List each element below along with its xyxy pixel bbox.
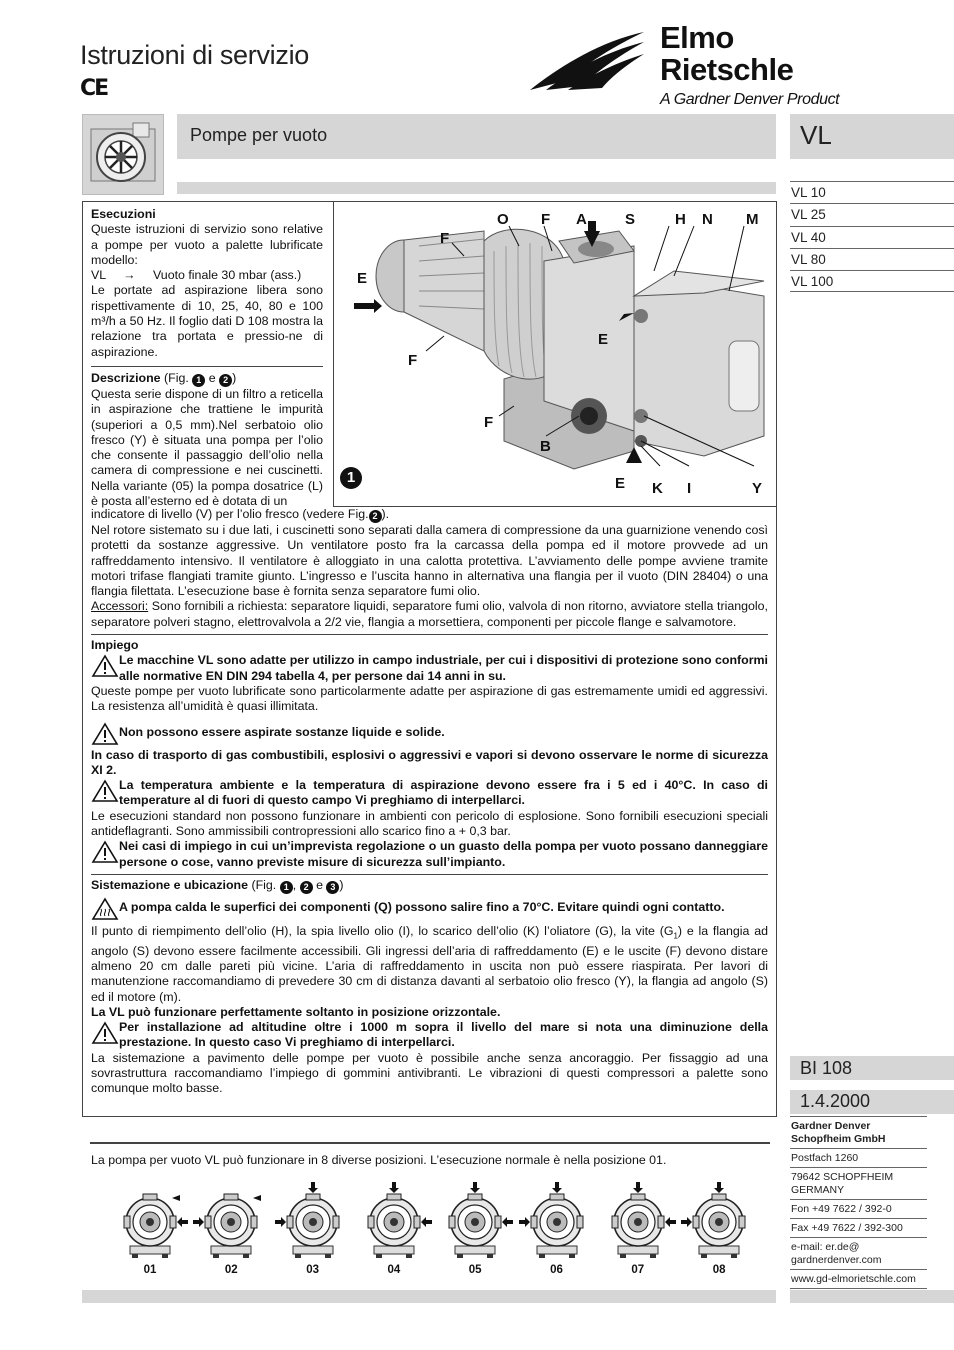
model-item: VL 80	[790, 248, 954, 270]
mounting-position-01	[110, 1180, 190, 1280]
full-width-text-column	[91, 507, 768, 1097]
positions-divider	[90, 1142, 770, 1144]
descrizione-continuation	[91, 507, 768, 523]
descrizione-continuation-text: indicatore di livello (V) per l’olio fresco (vedere Fig.	[91, 507, 369, 521]
flow-arrow-icon	[519, 1217, 530, 1227]
model-item: VL 100	[790, 270, 954, 292]
arrow-icon: →	[123, 268, 136, 283]
brand-tagline: A Gardner Denver Product	[660, 91, 840, 108]
mounting-position-02	[191, 1180, 271, 1280]
document-number: BI 108	[800, 1058, 853, 1078]
subscript: 1	[673, 931, 678, 941]
brand-name-line1: Elmo	[660, 20, 734, 55]
fig-ref: e	[208, 370, 216, 385]
flow-arrow-icon	[665, 1217, 676, 1227]
warning-icon	[91, 840, 119, 864]
sistemazione-heading-line	[91, 878, 768, 894]
descrizione-paragraph: Nel rotore sistemato su i due lati, i cuscinetti sono separati dalla camera di compressione da una guarnizione venendo così protetti da sostanze aggressive. Un ventilatore posto fra la carcassa della pompa ed il motore provvede ad un raffreddamento intensivo. Il ventilatore è alloggiato in una calotta protettiva. L’avviamento delle pompe avviene tramite motori trifase flangiati tramite giunto. L’ingresso e l’uscita hanno in alternativa una flangia per il vuoto (DIN 28404) o una flangia filettata. L’esecuzione base è fornita senza separatore fumi olio.	[91, 523, 768, 599]
model-line-text: Vuoto finale 30 mbar (ass.)	[153, 268, 302, 283]
sistemazione-text: ) e la flangia ad angolo (S) devono essere facilmente accessibili. Gli ingressi dell’aria di raffreddamento (E) e le uscite (F) devono distare almeno 20 cm dalle pareti più vicine. L’aria di raffreddamento in uscita non può essere riaspirata. Per lavori di manutenzione raccomandiamo di prevedere 30 cm di distanza davanti al serbatoio olio fresco (Y), la flangia ad angolo (S) ed il motore (m).	[91, 923, 768, 1004]
figure-ref-badge: 3	[326, 881, 339, 894]
warning-block	[91, 778, 768, 809]
model-item: VL 10	[790, 181, 954, 203]
model-list	[790, 181, 954, 292]
position-label: 06	[550, 1264, 563, 1276]
figure-label: H	[675, 211, 686, 228]
fig-ref: )	[339, 877, 344, 892]
figure-label: K	[652, 480, 663, 497]
figure-label: Y	[752, 480, 763, 497]
positions-intro: La pompa per vuoto VL può funzionare in 8 diverse posizioni. L’esecuzione normale è nella posizione 01.	[91, 1153, 667, 1167]
section-heading-impiego: Impiego	[91, 638, 139, 653]
figure-number-badge: 1	[340, 467, 362, 489]
fax: Fax +49 7622 / 392-300	[790, 1218, 927, 1237]
mounting-positions	[110, 1180, 760, 1280]
warning-text: A pompa calda le superfici dei componenti (Q) possono salire fino a 70°C. Evitare quindi ogni contatto.	[119, 899, 725, 914]
mounting-position-04	[354, 1180, 434, 1280]
brand-swoosh-logo	[528, 28, 646, 92]
descrizione-heading-line	[91, 371, 323, 387]
document-subtitle: Pompe per vuoto	[190, 125, 328, 145]
city: 79642 SCHOPFHEIM GERMANY	[790, 1167, 927, 1199]
warning-block	[91, 1020, 768, 1051]
accessori-label: Accessori:	[91, 599, 149, 614]
document-date: 1.4.2000	[800, 1091, 871, 1111]
fig-ref: ,	[292, 877, 297, 892]
phone: Fon +49 7622 / 392-0	[790, 1199, 927, 1218]
vacuum-pump-illustration	[334, 201, 777, 506]
company-address	[790, 1116, 927, 1289]
impiego-paragraph: Le esecuzioni standard non possono funzionare in ambienti con pericolo di esplosione. Sono fornibili esecuzioni speciali antideflagranti. Sono ammissibili contropressioni allo scarico fino a + 0,3 bar.	[91, 808, 768, 839]
warning-icon	[91, 722, 119, 746]
figure-label: A	[576, 211, 587, 228]
figure-label: O	[497, 211, 509, 228]
email: e-mail: er.de@ gardnerdenver.com	[790, 1237, 927, 1269]
figure-label: N	[702, 211, 713, 228]
section-heading-sistemazione: Sistemazione e ubicazione	[91, 877, 248, 892]
figure-label: F	[484, 414, 494, 431]
mounting-position-06	[517, 1180, 597, 1280]
pump-position-icon	[191, 1180, 271, 1262]
brand-name-line2: Rietschle	[660, 52, 794, 87]
footer-bar	[82, 1290, 776, 1303]
sistemazione-text: Il punto di riempimento dell’olio (H), la spia livello olio (I), lo scarico dell’olio (K) l’oliatore (G), la vite (G	[91, 923, 674, 938]
figure-label: E	[615, 475, 626, 492]
warning-icon	[91, 1021, 119, 1045]
ce-mark: CE	[80, 76, 108, 101]
pump-position-icon	[110, 1180, 190, 1262]
header-divider-bar	[177, 182, 776, 194]
warning-icon	[91, 654, 119, 678]
figure-label: M	[746, 211, 759, 228]
warning-block	[91, 721, 768, 746]
figure-label: F	[541, 211, 551, 228]
sistemazione-paragraph: La sistemazione a pavimento delle pompe per vuoto è possibile anche senza ancoraggio. Per fissaggio ad una sovrastruttura raccomandiamo l’impiego di gommini antivibranti. Le vibrazioni di questi compressori a palette sono comunque molto basse.	[91, 1050, 768, 1096]
pump-position-icon	[598, 1180, 678, 1262]
pump-position-icon	[517, 1180, 597, 1262]
accessori-text: Sono fornibili a richiesta: separatore liquidi, separatore fumi olio, valvola di non ritorno, avviatore stella triangolo, separatore polveri stagno, elettrovalvola a 2/2 vie, flangia a morsettiera, componenti per piccole flange e salvamotore.	[91, 599, 768, 629]
warning-text: Non possono essere aspirate sostanze liquide e solide.	[119, 724, 445, 739]
figure-label: F	[440, 230, 450, 247]
figure-label: F	[408, 352, 418, 369]
flow-arrow-icon	[552, 1182, 562, 1193]
footer-bar-right	[790, 1290, 954, 1303]
mounting-position-08	[679, 1180, 759, 1280]
model-item: VL 25	[790, 203, 954, 225]
mounting-position-03	[273, 1180, 353, 1280]
section-divider	[91, 366, 323, 367]
descrizione-continuation-end: ).	[381, 507, 390, 521]
hot-surface-icon	[91, 897, 119, 921]
figure-ref-badge: 1	[192, 374, 205, 387]
flow-arrow-icon	[177, 1217, 188, 1227]
figure-label: E	[598, 331, 609, 348]
position-label: 07	[631, 1264, 645, 1276]
pump-position-icon	[354, 1180, 434, 1262]
section-heading-descrizione: Descrizione	[91, 370, 161, 385]
flow-arrow-icon	[172, 1195, 180, 1201]
figure-label: B	[540, 438, 551, 455]
esecuzioni-model-line	[91, 268, 323, 283]
warning-text: Per installazione ad altitudine oltre i 1000 m sopra il livello del mare si nota una diminuzione della prestazione. In questo caso Vi preghiamo di interpellarci.	[119, 1020, 768, 1050]
pump-position-icon	[273, 1180, 353, 1262]
esecuzioni-paragraph: Queste istruzioni di servizio sono relative a pompe per vuoto a palette lubrificate modello:	[91, 222, 323, 267]
company-name: Gardner Denver Schopfheim GmbH	[790, 1116, 927, 1148]
flow-arrow-icon	[421, 1217, 432, 1227]
impiego-bold-paragraph: In caso di trasporto di gas combustibili, esplosivi o aggressivi e vapori si devono osservare le norme di sicurezza XI 2.	[91, 747, 768, 777]
flow-arrow-icon	[253, 1195, 261, 1201]
flow-arrow-icon	[681, 1217, 692, 1227]
figure-label: I	[687, 480, 692, 497]
warning-text: Nei casi di impiego in cui un’imprevista regolazione o un guasto della pompa per vuoto possano danneggiare persone o cose, vanno previste misure di sicurezza sull’impianto.	[119, 839, 768, 869]
pump-cross-section-icon	[83, 115, 163, 194]
hot-surface-warning	[91, 896, 768, 921]
section-divider	[91, 874, 768, 875]
warning-text: Le macchine VL sono adatte per utilizzo in campo industriale, per cui i dispositivi di protezione sono conformi alle normative EN DIN 294 tabella 4, per persone dai 14 anni in su.	[119, 653, 768, 683]
figure-ref-badge: 2	[219, 374, 232, 387]
product-code: VL	[800, 120, 832, 150]
document-title: Istruzioni di servizio	[80, 40, 309, 70]
impiego-paragraph: Queste pompe per vuoto lubrificate sono particolarmente adatte per aspirazione di gas estremamente umidi ed aggressivi. La resistenza all’umidità è quasi illimitata.	[91, 683, 768, 714]
fig-ref: )	[232, 370, 237, 385]
warning-icon	[91, 779, 119, 803]
section-heading-esecuzioni: Esecuzioni	[91, 207, 156, 221]
position-label: 05	[468, 1264, 482, 1276]
section-divider	[91, 634, 768, 635]
figure-ref-badge: 2	[369, 510, 382, 523]
esecuzioni-paragraph: Le portate ad aspirazione libera sono rispettivamente di 10, 25, 40, 80 e 100 m³/h a 50 Hz. Il foglio dati D 108 mostra la relazione tra portata e pressio-ne di aspirazione.	[91, 283, 323, 359]
position-label: 04	[387, 1264, 401, 1276]
pump-figure	[333, 201, 777, 507]
pump-position-icon	[679, 1180, 759, 1262]
flow-arrow-icon	[389, 1182, 399, 1193]
model-line-code: VL	[91, 268, 106, 283]
flow-arrow-icon	[193, 1217, 204, 1227]
model-item: VL 40	[790, 226, 954, 248]
flow-arrow-icon	[275, 1217, 286, 1227]
flow-arrow-icon	[470, 1182, 480, 1193]
pump-position-icon	[435, 1180, 515, 1262]
flow-arrow-icon	[308, 1182, 318, 1193]
warning-block	[91, 839, 768, 870]
figure-ref-badge: 2	[300, 881, 313, 894]
sistemazione-paragraph	[91, 924, 768, 1005]
mounting-position-07	[598, 1180, 678, 1280]
flow-arrow-icon	[502, 1217, 513, 1227]
left-text-column	[91, 207, 323, 509]
fig-ref: e	[316, 877, 323, 892]
figure-label: E	[357, 270, 368, 287]
warning-text: La temperatura ambiente e la temperatura di aspirazione devono essere fra i 5 ed i 40°C. In caso di temperature al di fuori di questo campo Vi preghiamo di interpellarci.	[119, 778, 768, 808]
position-label: 02	[224, 1264, 238, 1276]
fig-ref: (Fig.	[251, 877, 277, 892]
flow-arrow-icon	[633, 1182, 643, 1193]
accessori-paragraph	[91, 599, 768, 630]
website: www.gd-elmorietschle.com	[790, 1269, 927, 1289]
figure-label: S	[625, 211, 636, 228]
pump-section-thumbnail	[82, 114, 164, 195]
sistemazione-bold-line: La VL può funzionare perfettamente soltanto in posizione orizzontale.	[91, 1004, 501, 1019]
position-label: 03	[306, 1264, 319, 1276]
warning-block	[91, 653, 768, 684]
figure-ref-badge: 1	[280, 881, 293, 894]
mounting-position-05	[435, 1180, 515, 1280]
postfach: Postfach 1260	[790, 1148, 927, 1167]
position-label: 01	[143, 1264, 157, 1276]
position-label: 08	[712, 1264, 726, 1276]
fig-ref: (Fig.	[164, 370, 189, 385]
flow-arrow-icon	[714, 1182, 724, 1193]
descrizione-paragraph: Questa serie dispone di un filtro a reticella in aspirazione che trattiene le impurità (superiori a 0,5 mm).Nel serbatoio olio fresco (Y) è situata una pompa per l’olio che consente il passaggio dell’olio nella camera di compressione e nei cuscinetti. Nella variante (05) la pompa dosatrice (L) è posta all’esterno ed è dotata di un	[91, 386, 323, 509]
